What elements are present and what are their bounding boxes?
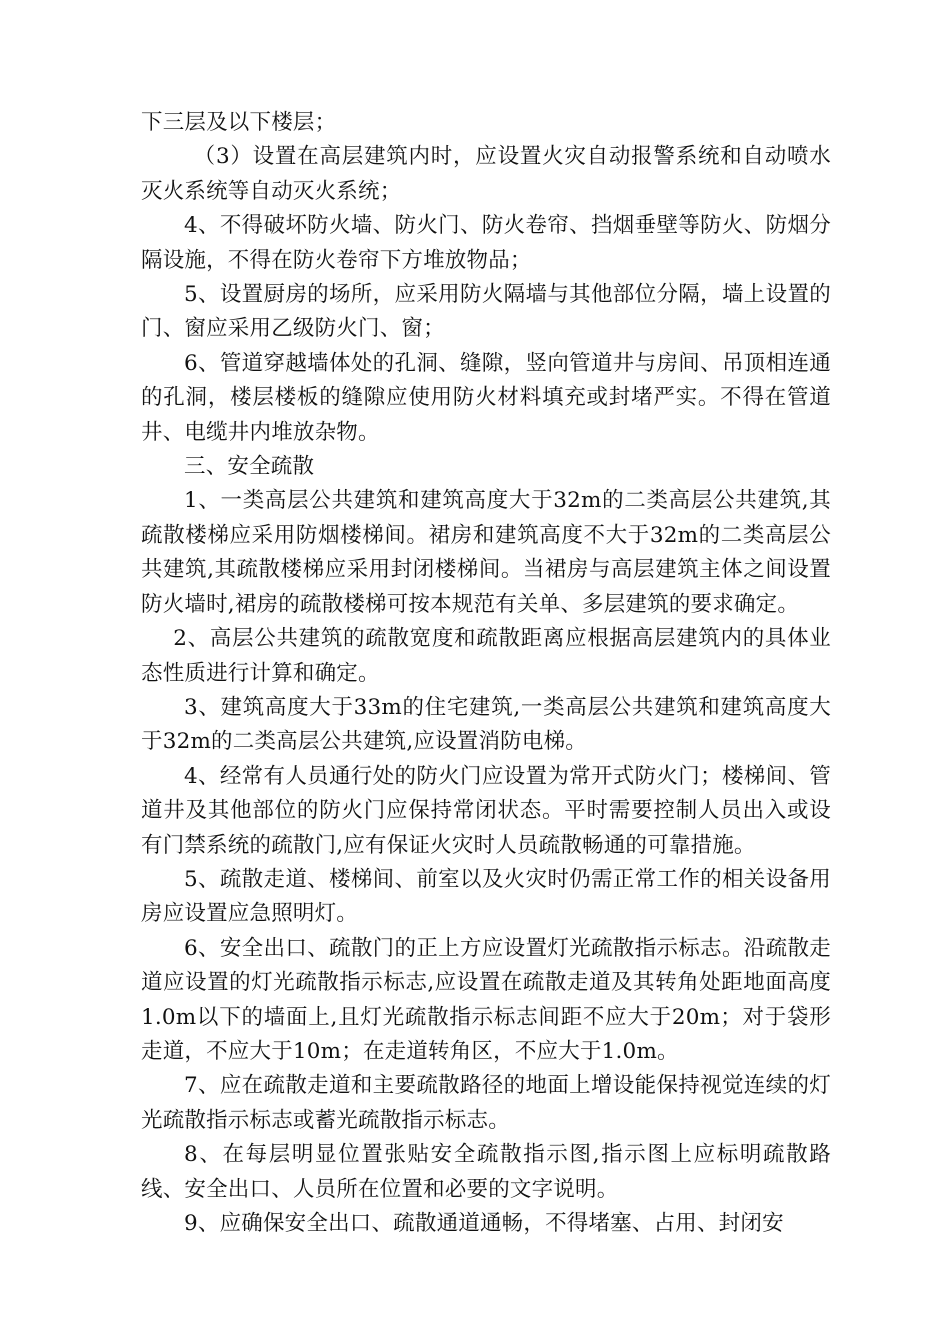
evacuation-item-2: 2、高层公共建筑的疏散宽度和疏散距离应根据高层建筑内的具体业态性质进行计算和确定。 <box>141 626 831 686</box>
evacuation-item-4: 4、经常有人员通行处的防火门应设置为常开式防火门；楼梯间、管道井及其他部位的防火门应保持常闭状态。平时需要控制人员出入或设有门禁系统的疏散门,应有保证火灾时人员疏散畅通的可靠措施。 <box>141 763 831 858</box>
paragraph-continuation: 下三层及以下楼层； <box>141 110 337 135</box>
section-heading-safe-evacuation: 三、安全疏散 <box>184 454 315 480</box>
document-body <box>141 106 831 1241</box>
paragraph-item-3: （3）设置在高层建筑内时，应设置火灾自动报警系统和自动喷水灭火系统等自动灭火系统； <box>141 144 831 204</box>
evacuation-item-5: 5、疏散走道、楼梯间、前室以及火灾时仍需正常工作的相关设备用房应设置应急照明灯。 <box>141 866 831 927</box>
evacuation-item-3: 3、建筑高度大于33m的住宅建筑,一类高层公共建筑和建筑高度大于32m的二类高层公共建筑,应设置消防电梯。 <box>141 694 831 755</box>
evacuation-item-1: 1、一类高层公共建筑和建筑高度大于32m的二类高层公共建筑,其疏散楼梯应采用防烟楼梯间。裙房和建筑高度不大于32m的二类高层公共建筑,其疏散楼梯应采用封闭楼梯间。当裙房与高层建筑主体之间设置防火墙时,裙房的疏散楼梯可按本规范有关单、多层建筑的要求确定。 <box>141 488 831 617</box>
paragraph-item-5: 5、设置厨房的场所，应采用防火隔墙与其他部位分隔，墙上设置的门、窗应采用乙级防火门、窗； <box>141 282 831 342</box>
evacuation-item-7: 7、应在疏散走道和主要疏散路径的地面上增设能保持视觉连续的灯光疏散指示标志或蓄光疏散指示标志。 <box>141 1073 831 1133</box>
evacuation-item-9: 9、应确保安全出口、疏散通道通畅，不得堵塞、占用、封闭安 <box>184 1211 784 1236</box>
paragraph-item-6: 6、管道穿越墙体处的孔洞、缝隙，竖向管道井与房间、吊顶相连通的孔洞，楼层楼板的缝隙应使用防火材料填充或封堵严实。不得在管道井、电缆井内堆放杂物。 <box>141 350 831 445</box>
evacuation-item-6: 6、安全出口、疏散门的正上方应设置灯光疏散指示标志。沿疏散走道应设置的灯光疏散指示标志,应设置在疏散走道及其转角处距地面高度1.0m以下的墙面上,且灯光疏散指示标志间距不应大于20m；对于袋形走道，不应大于10m；在走道转角区，不应大于1.0m。 <box>141 935 831 1064</box>
evacuation-item-8: 8、在每层明显位置张贴安全疏散指示图,指示图上应标明疏散路线、安全出口、人员所在位置和必要的文字说明。 <box>141 1142 831 1202</box>
paragraph-item-4: 4、不得破坏防火墙、防火门、防火卷帘、挡烟垂壁等防火、防烟分隔设施，不得在防火卷帘下方堆放物品； <box>141 213 831 273</box>
